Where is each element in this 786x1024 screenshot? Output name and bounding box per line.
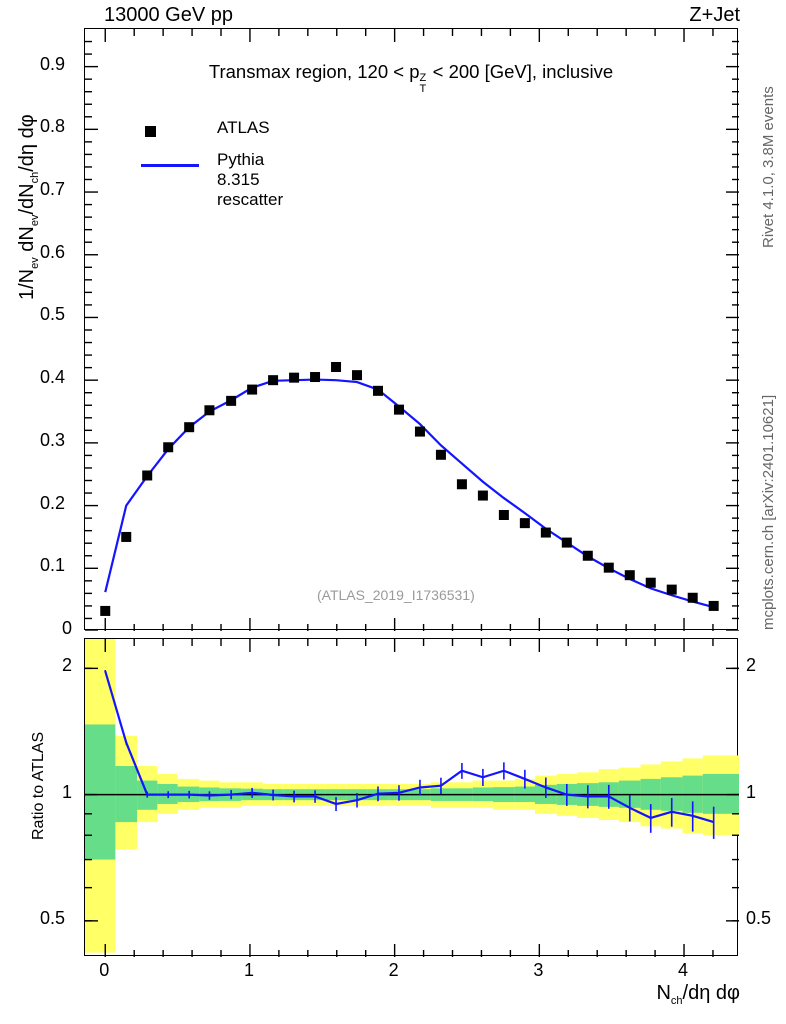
ratio-y-tick: 2 <box>62 655 73 676</box>
main-y-tick: 0.6 <box>40 241 66 262</box>
main-y-tick: 0.5 <box>40 304 66 325</box>
ratio-plot-panel <box>84 638 738 956</box>
header-left-label: 13000 GeV pp <box>104 4 233 26</box>
analysis-watermark: (ATLAS_2019_I1736531) <box>317 587 475 603</box>
x-axis-label: $N_{ch}/d\eta$ dφ <box>656 982 740 1007</box>
main-plot-svg <box>85 29 739 631</box>
ratio-y-tick: 0.5 <box>40 907 66 928</box>
ratio-y-tick: 0.5 <box>746 907 772 928</box>
main-y-tick: 0.4 <box>40 367 66 388</box>
main-y-tick: 0.3 <box>40 429 66 450</box>
ratio-x-tick: 1 <box>243 960 254 980</box>
rivet-version-label: Rivet 4.1.0, 3.8M events <box>760 86 777 248</box>
main-plot-panel <box>84 28 738 630</box>
ratio-x-tick: 4 <box>678 960 689 980</box>
main-y-tick: 0.9 <box>40 53 66 74</box>
main-y-tick: 0.8 <box>40 116 66 137</box>
plot-title-sup: Z <box>419 72 427 84</box>
mcplots-reference-label: mcplots.cern.ch [arXiv:2401.10621] <box>760 394 777 630</box>
ratio-x-tick: 2 <box>388 960 399 980</box>
main-y-tick: 0 <box>62 618 73 638</box>
ratio-plot-svg <box>85 639 739 957</box>
plot-title-post: < 200 [GeV], inclusive <box>427 61 614 82</box>
plot-title-pre: Transmax region, 120 < p <box>208 61 420 82</box>
ratio-x-tick: 3 <box>533 960 544 980</box>
main-y-tick: 0.7 <box>40 179 66 200</box>
ratio-y-tick: 1 <box>746 781 757 802</box>
main-y-tick: 0.1 <box>40 555 66 576</box>
plot-title-sub: T <box>419 83 427 95</box>
main-y-axis-label: $1/N_{ev}$ $dN_{ev}/dN_{ch}/d\eta$ dφ <box>16 114 41 300</box>
ratio-y-tick: 1 <box>62 781 73 802</box>
ratio-x-tick: 0 <box>99 960 110 980</box>
ratio-y-tick: 2 <box>746 655 757 676</box>
legend-label-pythia: Pythia 8.315 rescatter <box>217 150 284 209</box>
ratio-y-axis-label: Ratio to ATLAS <box>30 731 47 840</box>
legend-label-atlas: ATLAS <box>217 118 270 137</box>
main-y-tick: 0.2 <box>40 492 66 513</box>
header-right-label: Z+Jet <box>689 4 740 26</box>
